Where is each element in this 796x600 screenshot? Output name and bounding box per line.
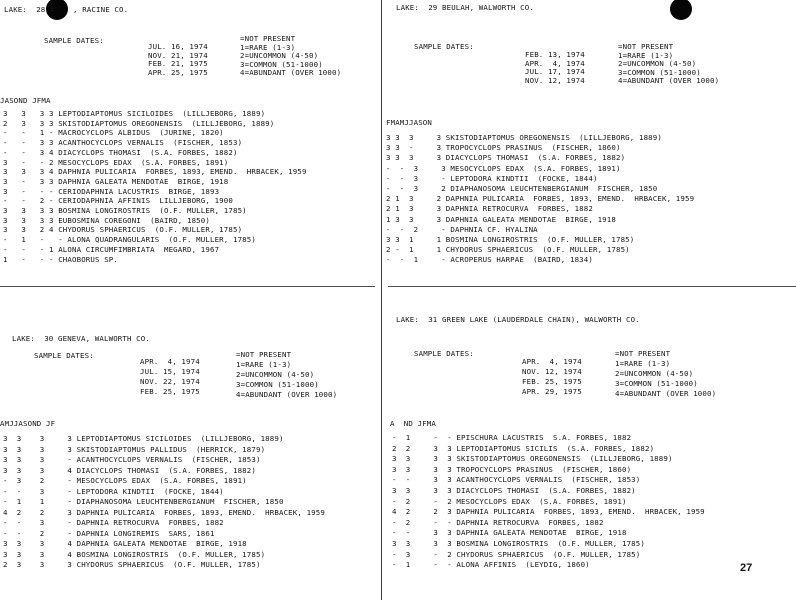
species-row: - 2 - 2 MESOCYCLOPS EDAX (S.A. FORBES, 1891) [392,496,627,506]
abundance-legend-item: 3=COMMON (51-1000) [236,380,319,389]
species-row: - - 3 3 DAPHNIA GALEATA MENDOTAE BIRGE, 1918 [392,528,627,538]
month-header: AMJJASOND JF [0,419,56,428]
sample-date: JUL. 15, 1974 [140,367,200,376]
sample-date: NOV. 21, 1974 [148,50,208,60]
species-row: 3 3 - 3 TROPOCYCLOPS PRASINUS (FISCHER, 1860) [386,143,621,153]
species-row: 3 - 3 3 DAPHNIA GALEATA MENDOTAE BIRGE, 1918 [3,176,229,186]
species-row: 3 3 3 4 DAPHNIA PULICARIA FORBES, 1893, EMEND. HRBACEK, 1959 [3,167,307,177]
species-row: 3 3 3 3 BOSMINA LONGIROSTRIS (O.F. MULLER, 1785) [3,206,247,215]
species-row: - 1 1 - DIAPHANOSOMA LEUCHTENBERGIANUM FISCHER, 1850 [3,497,284,506]
abundance-legend-item: 3=COMMON (51-1000) [615,379,698,388]
species-row: - - 3 3 ACANTHOCYCLOPS VERNALIS (FISCHER, 1853) [392,475,641,485]
species-row: 3 3 3 3 LEPTODIAPTOMUS SICILOIDES (LILLJEBORG, 1889) [3,434,284,443]
species-row: 2 1 3 2 DAPHNIA PULICARIA FORBES, 1893, EMEND. HRBACEK, 1959 [386,194,695,204]
species-row: 3 3 3 3 DIACYCLOPS THOMASI (S.A. FORBES, 1882) [392,486,636,495]
species-row: - - 3 - DAPHNIA RETROCURVA FORBES, 1882 [3,518,224,527]
abundance-legend-item: 1=RARE (1-3) [236,360,292,369]
sample-date: NOV. 12, 1974 [522,367,582,376]
species-row: 2 3 3 3 SKISTODIAPTOMUS OREGONENSIS (LILLJEBORG, 1889) [3,118,275,128]
species-row: - - 2 - DAPHNIA LONGIREMIS SARS, 1861 [3,528,215,538]
species-row: 3 - - - CERIODAPHNIA LACUSTRIS BIRGE, 1893 [3,186,220,196]
abundance-legend-item: 1=RARE (1-3) [240,42,296,52]
abundance-legend-item: 2=UNCOMMON (4-50) [236,370,315,379]
page-number: 27 [740,562,753,574]
species-row: 3 3 3 3 BOSMINA LONGIROSTRIS (O.F. MULLER, 1785) [392,539,645,548]
lake-31-title: LAKE: 31 GREEN LAKE (LAUDERDALE CHAIN), WALWORTH CO. [396,315,640,324]
species-row: 2 - 1 1 CHYDORUS SPHAERICUS (O.F. MULLER, 1785) [386,245,630,255]
species-row: - - 3 2 DIAPHANOSOMA LEUCHTENBERGIANUM FISCHER, 1850 [386,184,658,193]
species-row: 3 3 1 1 BOSMINA LONGIROSTRIS (O.F. MULLER, 1785) [386,235,635,244]
species-row: 3 3 3 4 BOSMINA LONGIROSTRIS (O.F. MULLER, 1785) [3,549,266,559]
species-row: 2 2 3 3 LEPTODIAPTOMUS SICILIS (S.A. FORBES, 1882) [392,443,655,453]
species-row: 3 3 3 3 SKISTODIAPTOMUS OREGONENSIS (LILLJEBORG, 1889) [386,133,662,142]
sample-dates-label: SAMPLE DATES: [44,36,104,45]
abundance-legend-item: 2=UNCOMMON (4-50) [240,51,319,60]
punch-hole-right [670,0,692,20]
sample-date: JUL. 17, 1974 [525,67,585,76]
abundance-legend-item: 4=ABUNDANT (OVER 1000) [240,68,342,77]
abundance-legend-item: =NOT PRESENT [240,34,296,43]
sample-date: NOV. 12, 1974 [525,75,585,85]
species-row: 3 3 2 4 CHYDORUS SPHAERICUS (O.F. MULLER, 1785) [3,225,243,235]
sample-date: FEB. 25, 1975 [140,387,200,396]
abundance-legend-item: 4=ABUNDANT (OVER 1000) [236,390,338,399]
abundance-legend-item: =NOT PRESENT [615,349,671,358]
abundance-legend-item: 1=RARE (1-3) [615,359,671,368]
species-row: - 2 - - DAPHNIA RETROCURVA FORBES, 1882 [392,517,604,527]
species-row: - - 3 3 ACANTHOCYCLOPS VERNALIS (FISCHER, 1853) [3,138,243,148]
column-divider [381,0,382,600]
species-row: - 1 - - EPISCHURA LACUSTRIS S.A. FORBES, 1882 [392,433,632,442]
species-row: - - - 1 ALONA CIRCUMFIMBRIATA MEGARD, 1967 [3,244,220,254]
species-row: - - 2 - DAPHNIA CF. HYALINA [386,224,538,234]
species-row: - - 3 - LEPTODORA KINDTII (FOCKE, 1844) [3,486,224,496]
species-row: - 3 2 - MESOCYCLOPS EDAX (S.A. FORBES, 1891) [3,476,247,485]
species-row: - - 3 - LEPTODORA KINDTII (FOCKE, 1844) [386,173,598,183]
species-row: - - 2 - CERIODAPHNIA AFFINIS LILLJEBORG, 1900 [3,196,233,206]
sample-date: FEB. 13, 1974 [525,50,585,59]
sample-date: APR. 4, 1974 [522,357,582,366]
species-row: 2 3 3 3 CHYDORUS SPHAERICUS (O.F. MULLER, 1785) [3,560,261,569]
species-row: - 1 - - ALONA QUADRANGULARIS (O.F. MULLER, 1785) [3,235,256,245]
month-header: FMAMJJASON [386,118,432,127]
species-row: 4 2 2 3 DAPHNIA PULICARIA FORBES, 1893, EMEND. HRBACEK, 1959 [3,507,325,517]
sample-dates-label: SAMPLE DATES: [414,349,474,358]
month-header: JASOND JFMA [0,96,51,105]
species-row: 3 3 3 4 DIACYCLOPS THOMASI (S.A. FORBES, 1882) [3,465,256,475]
species-row: 3 3 3 3 SKISTODIAPTOMUS PALLIDUS (HERRICK, 1879) [3,444,266,454]
abundance-legend-item: 1=RARE (1-3) [618,50,674,60]
abundance-legend-item: 3=COMMON (51-1000) [618,67,701,77]
sample-dates-label: SAMPLE DATES: [34,351,94,360]
sample-date: APR. 4, 1974 [525,58,585,68]
species-row: 3 3 3 4 DAPHNIA GALEATA MENDOTAE BIRGE, 1918 [3,539,247,548]
species-row: 4 2 2 3 DAPHNIA PULICARIA FORBES, 1893, EMEND. HRBACEK, 1959 [392,507,705,517]
sample-dates-label: SAMPLE DATES: [414,42,474,51]
abundance-legend-item: 2=UNCOMMON (4-50) [618,59,697,68]
abundance-legend-item: 4=ABUNDANT (OVER 1000) [615,389,717,398]
species-row: - 3 - 2 CHYDORUS SPHAERICUS (O.F. MULLER, 1785) [392,549,641,559]
abundance-legend-item: 2=UNCOMMON (4-50) [615,369,694,378]
sample-date: APR. 25, 1975 [148,67,208,77]
species-row: 3 3 3 3 LEPTODIAPTOMUS SICILOIDES (LILLJEBORG, 1889) [3,109,266,118]
lake-30-title: LAKE: 30 GENEVA, WALWORTH CO. [12,334,150,343]
species-row: 2 1 3 3 DAPHNIA RETROCURVA FORBES, 1882 [386,204,593,214]
lake-29-title: LAKE: 29 BEULAH, WALWORTH CO. [396,3,534,12]
abundance-legend-item: =NOT PRESENT [618,42,674,51]
species-row: 3 3 3 - ACANTHOCYCLOPS VERNALIS (FISCHER, 1853) [3,455,261,464]
abundance-legend-item: =NOT PRESENT [236,350,292,359]
species-row: - - 1 - ACROPERUS HARPAE (BAIRD, 1834) [386,255,593,265]
species-row: 3 - - 2 MESOCYCLOPS EDAX (S.A. FORBES, 1891) [3,157,229,167]
species-row: 3 3 3 3 DIACYCLOPS THOMASI (S.A. FORBES, 1882) [386,153,626,163]
sample-date: NOV. 22, 1974 [140,377,200,386]
abundance-legend-item: 4=ABUNDANT (OVER 1000) [618,76,720,85]
species-row: 3 3 3 3 TROPOCYCLOPS PRASINUS (FISCHER, 1860) [392,464,632,474]
sample-date: JUL. 16, 1974 [148,42,208,51]
species-row: 1 - - - CHAOBORUS SP. [3,254,118,264]
sample-date: FEB. 21, 1975 [148,59,208,68]
sample-date: APR. 4, 1974 [140,357,200,366]
sample-date: APR. 29, 1975 [522,387,582,396]
month-header: A ND JFMA [390,419,436,428]
species-row: - - 3 4 DIACYCLOPS THOMASI (S.A. FORBES, 1882) [3,147,238,157]
species-row: 3 3 3 3 EUBOSMINA COREGONI (BAIRD, 1850) [3,215,210,225]
lake-28-title: LAKE: 28 # , RACINE CO. [4,5,129,14]
sample-date: FEB. 25, 1975 [522,377,582,386]
right-row-divider [388,286,796,287]
left-row-divider [0,286,375,287]
abundance-legend-item: 3=COMMON (51-1000) [240,59,323,69]
species-row: 1 3 3 3 DAPHNIA GALEATA MENDOTAE BIRGE, 1918 [386,214,616,224]
species-row: - - 3 3 MESOCYCLOPS EDAX (S.A. FORBES, 1891) [386,163,621,173]
species-row: - - 1 - MACROCYCLOPS ALBIDUS (JURINE, 1820) [3,128,224,138]
species-row: 3 3 3 3 SKISTODIAPTOMUS OREGONENSIS (LILLJEBORG, 1889) [392,454,673,464]
species-row: - 1 - - ALONA AFFINIS (LEYDIG, 1860) [392,560,590,570]
